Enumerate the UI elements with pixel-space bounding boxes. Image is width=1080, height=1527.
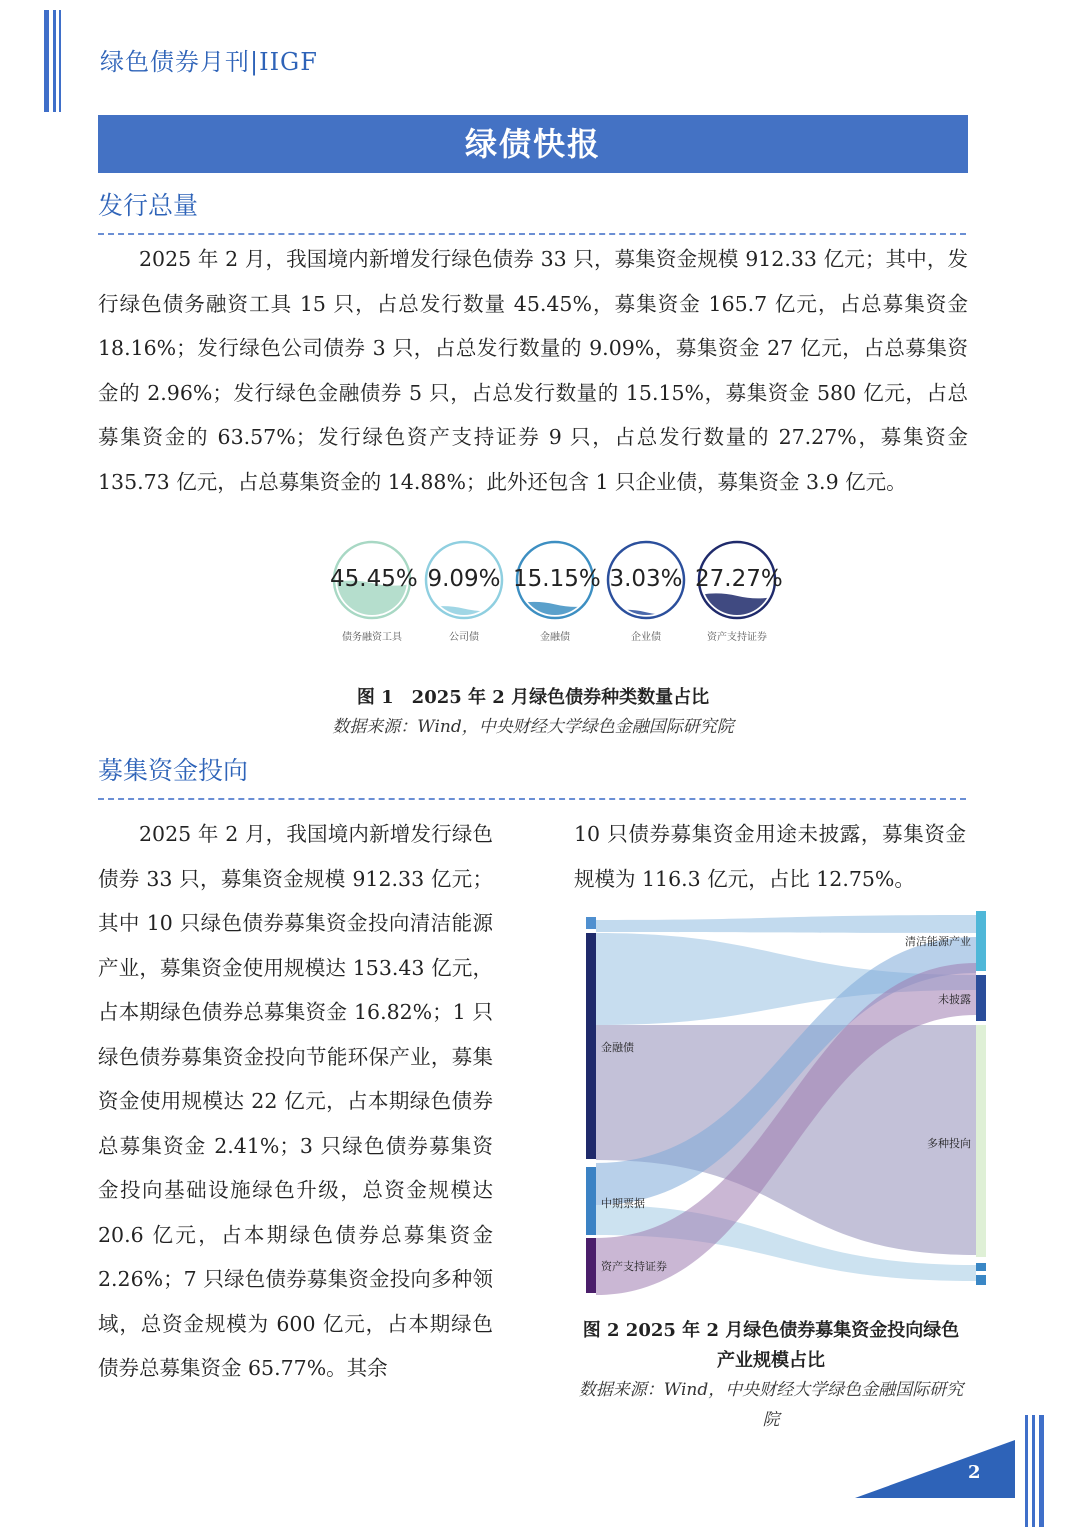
sankey-node [586, 917, 596, 929]
circle-percentage: 3.03% [609, 566, 683, 592]
sankey-node-clean-energy [976, 911, 986, 971]
circle-percentage: 9.09% [427, 566, 501, 592]
circle-label: 资产支持证券 [707, 632, 767, 643]
section-heading-fund-use: 募集资金投向 [98, 756, 249, 785]
bond-type-share-chart [325, 538, 785, 648]
issuance-paragraph: 2025 年 2 月，我国境内新增发行绿色债券 33 只，募集资金规模 912.33 亿元；其中，发行绿色债务融资工具 15 只，占总发行数量 45.45%，募集资金 165.7 亿元，占总募集资金 18.16%；发行绿色公司债券 3 只，占总发行数量的 9.09%，募集资金 27 亿元，占总募集资金的 2.96%；发行绿色金融债券 5 只，占总发行数量的 15.15%，募集资金 580 亿元，占总募集资金的 63.57%；发行绿色资产支持证券 9 只，占总发行数量的 27.27%，募集资金 135.73 亿元，占总募集资金的 14.88%；此外还包含 1 只企业债，募集资金 3.9 亿元。 [98, 247, 968, 494]
fund-use-paragraph-right: 10 只债券募集资金用途未披露，募集资金规模为 116.3 亿元，占比 12.75%。 [574, 822, 966, 891]
circle-item-0 [330, 538, 420, 643]
figure1-caption: 图 1 2025 年 2 月绿色债券种类数量占比 [356, 687, 710, 708]
circle-item-2 [513, 538, 603, 643]
figure2-caption: 图 2 2025 年 2 月绿色债券募集资金投向绿色产业规模占比 [582, 1320, 960, 1371]
page-number: 2 [968, 1462, 981, 1483]
section-banner: 绿债快报 [98, 115, 968, 173]
sankey-label: 清洁能源产业 [905, 935, 971, 948]
header-decoration [44, 10, 64, 112]
sankey-label: 多种投向 [927, 1137, 971, 1150]
sankey-node [976, 1263, 986, 1271]
page-number-triangle [855, 1440, 1015, 1498]
sankey-label: 金融债 [601, 1041, 634, 1054]
circle-item-4 [695, 538, 785, 643]
circle-percentage: 45.45% [330, 566, 418, 592]
section-divider [98, 233, 966, 235]
circle-label: 企业债 [631, 632, 661, 643]
sankey-label: 未披露 [938, 993, 971, 1006]
section-heading-issuance: 发行总量 [98, 191, 199, 220]
figure2-source: 数据来源：Wind，中央财经大学绿色金融国际研究院 [578, 1380, 964, 1430]
sankey-label: 资产支持证券 [601, 1260, 667, 1273]
section-divider [98, 798, 966, 800]
circle-percentage: 15.15% [513, 566, 601, 592]
circle-label: 公司债 [449, 632, 479, 643]
circle-item-3 [604, 538, 694, 643]
footer-decoration [1025, 1415, 1045, 1527]
sankey-node-mtn [586, 1167, 596, 1235]
sankey-label: 中期票据 [601, 1197, 645, 1210]
circle-label: 金融债 [540, 632, 570, 643]
fund-allocation-sankey [578, 905, 990, 1300]
sankey-node [976, 1275, 986, 1285]
circle-label: 债务融资工具 [342, 632, 402, 643]
figure1-source: 数据来源：Wind，中央财经大学绿色金融国际研究院 [332, 717, 734, 737]
sankey-node-abs [586, 1238, 596, 1293]
fill-level [422, 606, 506, 622]
fund-use-paragraph-left: 2025 年 2 月，我国境内新增发行绿色债券 33 只，募集资金规模 912.33 亿元；其中 10 只绿色债券募集资金投向清洁能源产业，募集资金使用规模达 153.43 亿元，占本期绿色债券总募集资金 16.82%；1 只绿色债券募集资金投向节能环保产业，募集资金使用规模达 22 亿元，占本期绿色债券总募集资金 2.41%；3 只绿色债券募集资金投向基础设施绿色升级，总资金规模达 20.6 亿元，占本期绿色债券总募集资金 2.26%；7 只绿色债券募集资金投向多种领域，总资金规模为 600 亿元，占本期绿色债券总募集资金 65.77%。其余 [98, 822, 493, 1380]
fill-level [604, 610, 688, 622]
sankey-node-financial-bond [586, 933, 596, 1159]
sankey-node-multiple [976, 1025, 986, 1257]
circle-percentage: 27.27% [695, 566, 783, 592]
flow-link [596, 915, 976, 933]
circle-item-1 [422, 538, 512, 643]
sankey-node-undisclosed [976, 975, 986, 1021]
publication-title: 绿色债券月刊|IIGF [100, 48, 318, 76]
